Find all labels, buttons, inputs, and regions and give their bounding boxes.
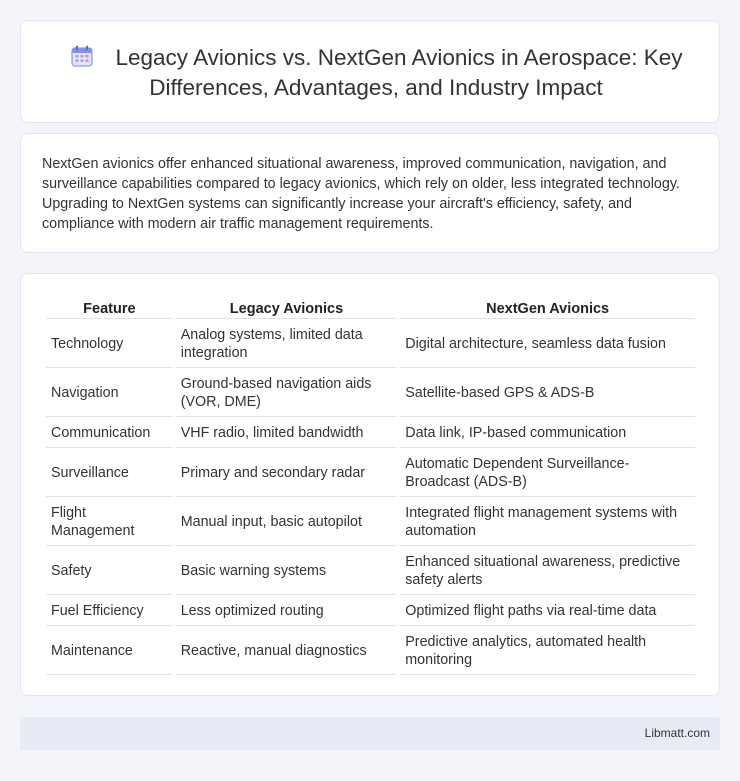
footer: [20, 717, 720, 750]
table-row: [46, 498, 695, 546]
nextgen-cell: Enhanced situational awareness, predictive safety alerts: [400, 547, 695, 595]
table-row: [46, 596, 695, 626]
table-row: [46, 449, 695, 497]
comparison-table: [43, 296, 698, 676]
header-feature: Feature: [46, 297, 173, 319]
feature-cell: Safety: [46, 547, 173, 595]
legacy-cell: Reactive, manual diagnostics: [176, 627, 398, 675]
legacy-cell: Primary and secondary radar: [176, 449, 398, 497]
page-title-wrap: [21, 43, 719, 103]
feature-cell: Navigation: [46, 369, 173, 417]
legacy-cell: Analog systems, limited data integration: [176, 320, 398, 368]
calendar-icon: [70, 44, 94, 68]
feature-cell: Technology: [46, 320, 173, 368]
feature-cell: Flight Management: [46, 498, 173, 546]
title-card: [20, 20, 720, 123]
feature-cell: Communication: [46, 418, 173, 448]
header-nextgen: NextGen Avionics: [400, 297, 695, 319]
comparison-card: [20, 273, 720, 696]
legacy-cell: Basic warning systems: [176, 547, 398, 595]
nextgen-cell: Automatic Dependent Surveillance-Broadcast (ADS-B): [400, 449, 695, 497]
table-row: [46, 320, 695, 368]
summary-card: [20, 133, 720, 253]
nextgen-cell: Integrated flight management systems with automation: [400, 498, 695, 546]
feature-cell: Surveillance: [46, 449, 173, 497]
table-row: [46, 369, 695, 417]
table-header-row: [46, 297, 695, 319]
legacy-cell: Less optimized routing: [176, 596, 398, 626]
legacy-cell: Ground-based navigation aids (VOR, DME): [176, 369, 398, 417]
table-row: [46, 547, 695, 595]
feature-cell: Fuel Efficiency: [46, 596, 173, 626]
header-legacy: Legacy Avionics: [176, 297, 398, 319]
feature-cell: Maintenance: [46, 627, 173, 675]
nextgen-cell: Predictive analytics, automated health monitoring: [400, 627, 695, 675]
summary-text: NextGen avionics offer enhanced situational awareness, improved communication, navigation, and surveillance capabilities compared to legacy avionics, which rely on older, less integrated technology. Upgrading to NextGen systems can significantly increase your aircraft's efficiency, safety, and compliance with modern air traffic management requirements.: [42, 156, 680, 232]
legacy-cell: Manual input, basic autopilot: [176, 498, 398, 546]
table-row: [46, 627, 695, 675]
nextgen-cell: Digital architecture, seamless data fusion: [400, 320, 695, 368]
nextgen-cell: Optimized flight paths via real-time data: [400, 596, 695, 626]
table-row: [46, 418, 695, 448]
legacy-cell: VHF radio, limited bandwidth: [176, 418, 398, 448]
nextgen-cell: Satellite-based GPS & ADS-B: [400, 369, 695, 417]
nextgen-cell: Data link, IP-based communication: [400, 418, 695, 448]
page-title: Legacy Avionics vs. NextGen Avionics in Aerospace: Key Differences, Advantages, and Industry Impact: [115, 45, 683, 100]
footer-brand-link[interactable]: Libmatt.com: [644, 726, 710, 740]
